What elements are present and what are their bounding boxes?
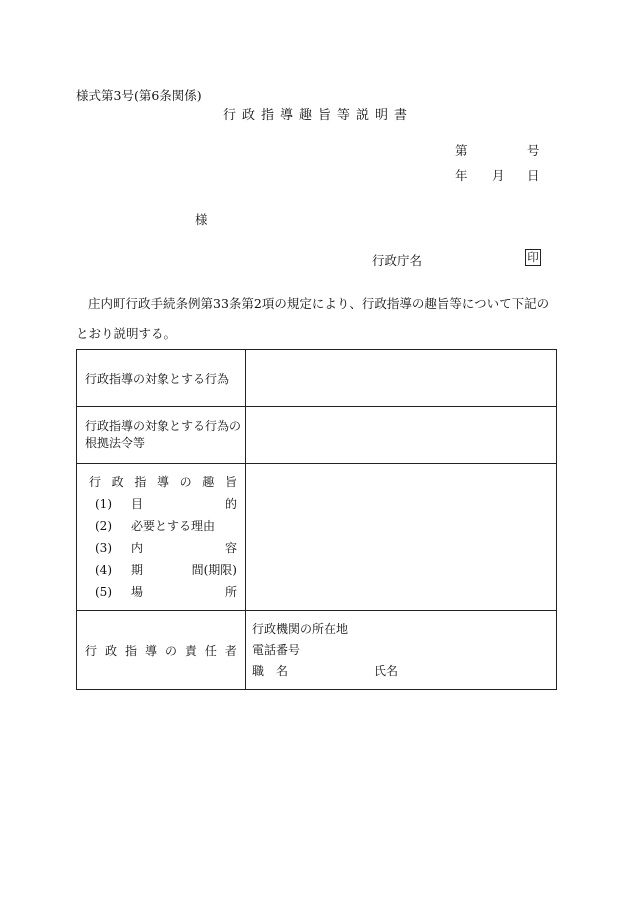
legal-basis-value[interactable] — [246, 407, 557, 464]
document-title: 行政指導趣旨等説明書 — [222, 108, 413, 123]
table-row — [77, 464, 557, 611]
responsible-person-char: 導 — [144, 643, 157, 658]
form-number: 様式第3号(第6条関係) — [76, 88, 202, 103]
number-prefix: 第 — [455, 143, 468, 158]
purpose-item-text — [125, 515, 237, 537]
responsible-person-label-text — [85, 642, 245, 659]
guidance-purpose-value[interactable] — [246, 464, 557, 611]
office-location-label: 行政機関の所在地 — [252, 621, 349, 636]
purpose-heading-char: 旨 — [224, 475, 237, 489]
purpose-heading-char: 行 — [89, 475, 102, 489]
responsible-person-lines — [252, 619, 556, 682]
purpose-heading-char: の — [179, 475, 192, 489]
purpose-item — [85, 515, 237, 537]
purpose-item-part: 場 — [131, 585, 144, 599]
phone-number-label: 電話番号 — [252, 642, 301, 657]
date-day: 日 — [527, 168, 540, 183]
purpose-item — [85, 559, 237, 581]
purpose-item-part: 的 — [224, 497, 237, 511]
seal-stamp: 印 — [525, 249, 541, 266]
purpose-item-part: 間(期限) — [191, 563, 237, 577]
name-label: 氏名 — [374, 663, 399, 678]
table-row — [77, 407, 557, 464]
responsible-person-char: 者 — [224, 643, 237, 658]
purpose-item-number: (3) — [95, 541, 112, 555]
legal-basis-label: 行政指導の対象とする行為の根拠法令等 — [77, 407, 246, 464]
responsible-person-char: 政 — [104, 643, 117, 658]
purpose-heading-text — [89, 471, 237, 493]
responsible-person-char: 任 — [204, 643, 217, 658]
position-label: 職 名 — [252, 663, 289, 678]
purpose-list — [77, 471, 245, 603]
purpose-item-part: 必要とする理由 — [131, 519, 216, 533]
responsible-person-value — [246, 611, 557, 690]
purpose-item-part: 期 — [131, 563, 144, 577]
purpose-item-part: 目 — [131, 497, 144, 511]
table-row — [77, 611, 557, 690]
purpose-item-part: 容 — [224, 541, 237, 555]
responsible-person-char: 行 — [85, 643, 98, 658]
guidance-purpose-cell — [77, 464, 246, 611]
purpose-heading — [85, 471, 237, 493]
date-month: 月 — [492, 168, 505, 183]
responsible-person-label — [77, 611, 246, 690]
purpose-item-text — [125, 559, 237, 581]
responsible-person-char: 責 — [184, 643, 197, 658]
purpose-heading-char: 趣 — [202, 475, 215, 489]
responsible-person-char: 指 — [124, 643, 137, 658]
purpose-item-number: (2) — [95, 519, 112, 533]
purpose-item — [85, 493, 237, 515]
position-name-line — [252, 661, 556, 682]
purpose-items — [85, 493, 237, 603]
purpose-item-text — [125, 493, 237, 515]
purpose-item-number: (5) — [95, 585, 112, 599]
responsible-person-char: の — [164, 643, 177, 658]
addressee-suffix: 様 — [195, 212, 208, 227]
purpose-item — [85, 537, 237, 559]
intro-paragraph: 庄内町行政手続条例第33条第2項の規定により、行政指導の趣旨等について下記のとおり説明する。 — [76, 296, 550, 341]
purpose-item — [85, 581, 237, 603]
purpose-heading-char: 指 — [134, 475, 147, 489]
purpose-item-part: 内 — [131, 541, 144, 555]
date-year: 年 — [455, 168, 468, 183]
table-row — [77, 350, 557, 407]
purpose-heading-char: 政 — [111, 475, 124, 489]
number-suffix: 号 — [527, 143, 540, 158]
guidance-table — [76, 349, 557, 690]
purpose-heading-char: 導 — [156, 475, 169, 489]
purpose-item-number: (1) — [95, 497, 112, 511]
purpose-item-part: 所 — [224, 585, 237, 599]
purpose-item-text — [125, 581, 237, 603]
purpose-item-number: (4) — [95, 563, 112, 577]
target-action-label: 行政指導の対象とする行為 — [77, 350, 246, 407]
target-action-value[interactable] — [246, 350, 557, 407]
purpose-item-text — [125, 537, 237, 559]
agency-name-label: 行政庁名 — [372, 253, 423, 268]
